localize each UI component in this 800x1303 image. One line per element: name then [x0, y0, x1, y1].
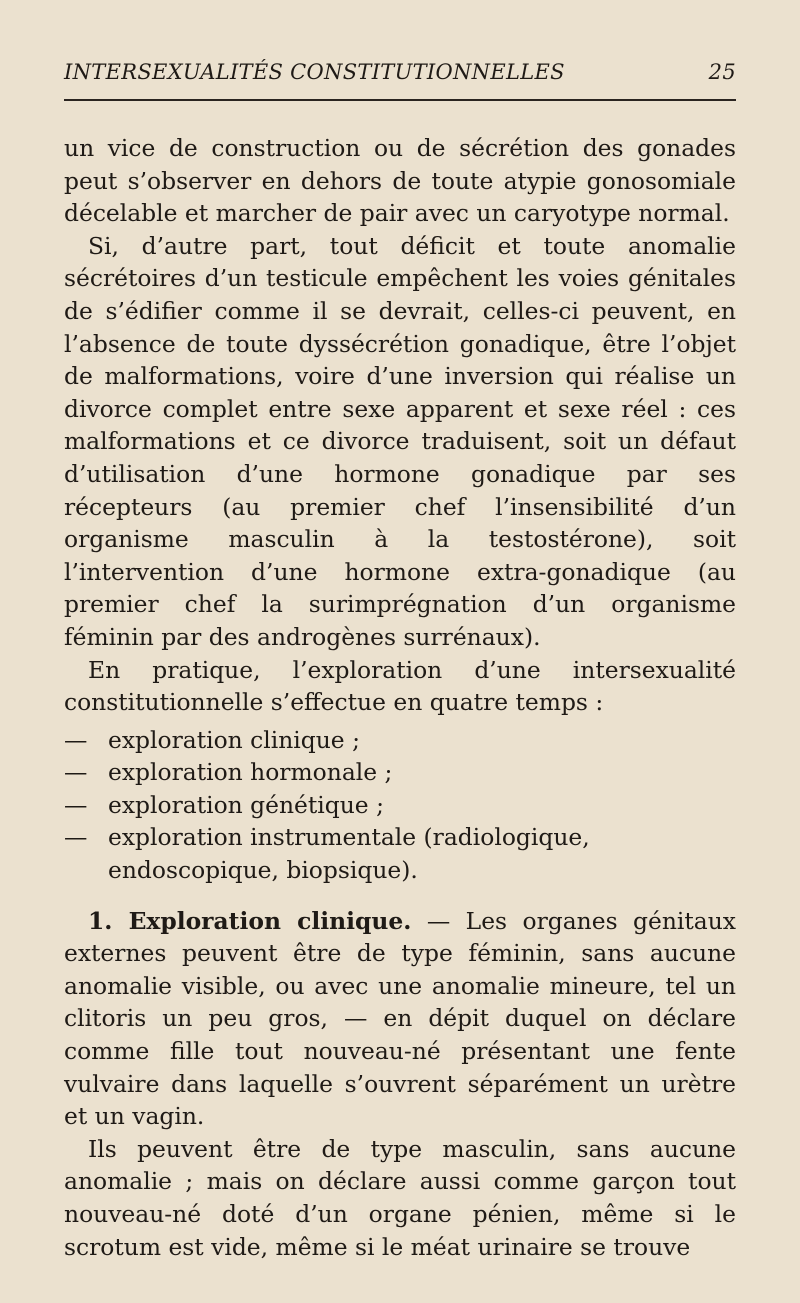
- list-item-text: exploration hormonale ;: [108, 758, 393, 787]
- paragraph-exploration-intro: En pratique, l’exploration d’une intersexualité constitutionnelle s’effectue en quatre temps :: [64, 655, 736, 717]
- list-dash: —: [64, 790, 88, 819]
- list-item: [64, 756, 736, 789]
- list-item: [64, 789, 736, 822]
- list-item-text: exploration clinique ;: [108, 725, 360, 754]
- paragraph-malformations: Si, d’autre part, tout déficit et toute anomalie sécrétoires d’un testicule empêchent les voies génitales de s’édifier comme il se devrait, celles-ci peuvent, en l’absence de toute dyssécrétion gonadique, être l’objet de malformations, voire d’une inversion qui réalise un divorce complet entre sexe apparent et sexe réel : ces malformations et ce divorce traduisent, soit un défaut d’utilisation d’une hormone gonadique par ses récepteurs (au premier chef l’insensibilité d’un organisme masculin à la testostérone), soit l’intervention d’une hormone extra-gonadique (au premier chef la surimprégnation d’un organisme féminin par des androgènes surrénaux).: [64, 231, 736, 651]
- section-title: 1. Exploration clinique.: [88, 906, 412, 935]
- list-item-text: exploration instrumentale (radiologique, endoscopique, biopsique).: [108, 823, 590, 885]
- list-dash: —: [64, 758, 88, 787]
- running-header: [64, 60, 736, 84]
- paragraph-continuation: un vice de construction ou de sécrétion des gonades peut s’observer en dehors de toute atypie gonosomiale décelable et marcher de pair avec un caryotype normal.: [64, 134, 736, 228]
- list-item: [64, 724, 736, 757]
- page-body: [64, 132, 736, 1263]
- list-item-text: exploration génétique ;: [108, 790, 384, 819]
- section-paragraph: [64, 905, 736, 1133]
- list-dash: —: [64, 725, 88, 754]
- paragraph-masculin: Ils peuvent être de type masculin, sans aucune anomalie ; mais on déclare aussi comme garçon tout nouveau-né doté d’un organe pénien, même si le scrotum est vide, même si le méat urinaire se trouve: [64, 1134, 736, 1261]
- running-title: INTERSEXUALITÉS CONSTITUTIONNELLES: [64, 60, 565, 84]
- header-rule: [64, 99, 736, 101]
- page-number: 25: [708, 60, 736, 84]
- section-intro-text: — Les organes génitaux externes peuvent être de type féminin, sans aucune anomalie visible, ou avec une anomalie mineure, tel un clitoris un peu gros, — en dépit duquel on déclare comme fille tout nouveau-né présentant une fente vulvaire dans laquelle s’ouvrent séparément un urètre et un vagin.: [64, 906, 736, 1131]
- exploration-list: [64, 724, 736, 887]
- list-item: [64, 821, 736, 886]
- list-dash: —: [64, 823, 88, 852]
